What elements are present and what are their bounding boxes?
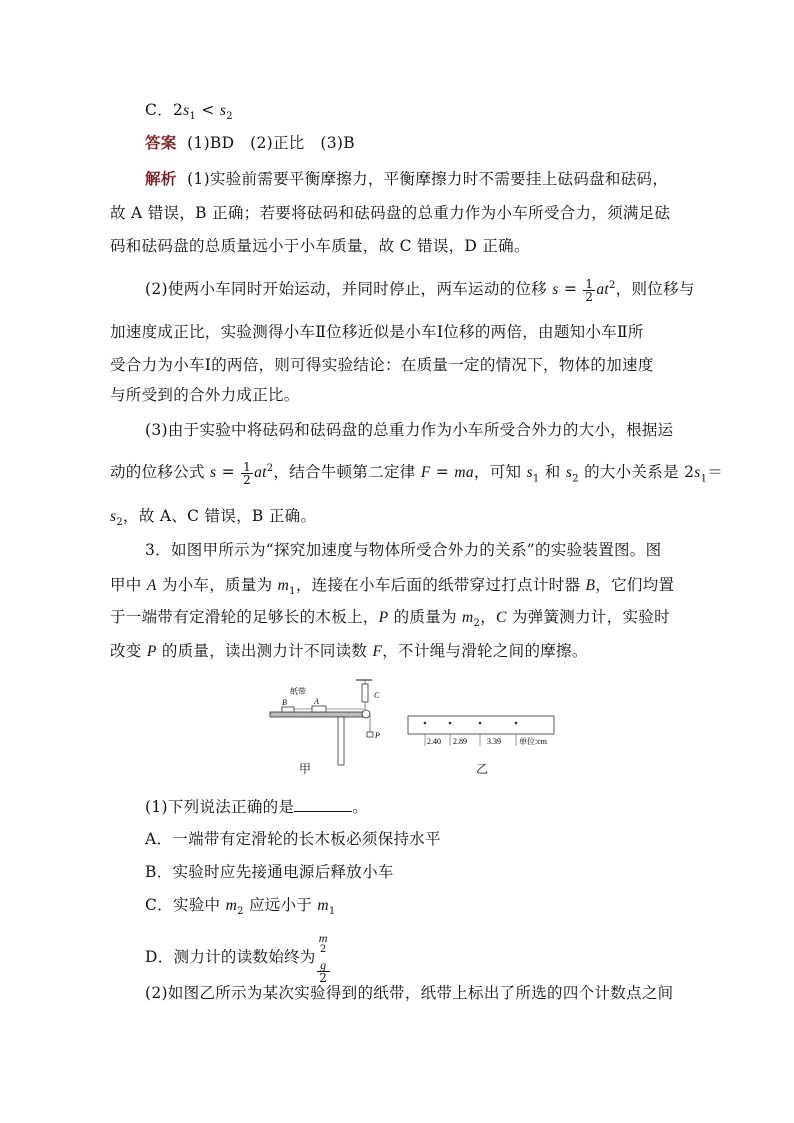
- analysis-p3-line1: (3)由于实验中将砝码和砝码盘的总重力作为小车所受合外力的大小，根据运: [145, 421, 674, 439]
- answer-blank[interactable]: [294, 797, 352, 812]
- svg-text:3.39: 3.39: [487, 737, 501, 746]
- analysis-p3-line3: $s_2$，故 A、C 错误，B 正确。: [110, 507, 317, 529]
- apparatus-figure: [262, 676, 392, 768]
- answer-line: [145, 133, 355, 153]
- figure-caption-left: 甲: [299, 762, 312, 776]
- paper-tape-figure: [405, 710, 557, 750]
- analysis-p2-line3: 受合力为小车Ⅰ的两倍，则可得实验结论：在质量一定的情况下，物体的加速度: [110, 356, 654, 374]
- option-b: B．实验时应先接通电源后释放小车: [145, 863, 394, 881]
- q3-sub1: (1)下列说法正确的是 。: [145, 798, 369, 816]
- q3-line1: 3．如图甲所示为“探究加速度与物体所受合外力的关系”的实验装置图。图: [145, 541, 662, 559]
- option-c: C．实验中 $m_2$ 应远小于 $m_1$: [145, 896, 336, 918]
- svg-text:纸带: 纸带: [290, 687, 306, 696]
- analysis-p2-line2: 加速度成正比，实验测得小车Ⅱ位移近似是小车Ⅰ位移的两倍，由题知小车Ⅱ所: [110, 323, 644, 341]
- svg-text:单位:cm: 单位:cm: [519, 737, 547, 746]
- svg-text:2.40: 2.40: [427, 737, 441, 746]
- svg-text:2.89: 2.89: [453, 737, 467, 746]
- figure-caption-right: 乙: [476, 762, 489, 776]
- q3-line2: 甲中 A 为小车，质量为 $m_1$，连接在小车后面的纸带穿过打点计时器 B，它们均置: [110, 576, 675, 598]
- analysis-label: 解析: [145, 169, 177, 188]
- analysis-p2-line1: (2)使两小车同时开始运动，并同时停止，两车运动的位移 s = $\frac{1}{2}$ $at^2$，则位移与: [145, 276, 695, 304]
- fraction-m2g-over-2: m $^2$ g 2: [318, 931, 328, 985]
- q3-line4: 改变 P 的质量，读出测力计不同读数 F，不计绳与滑轮之间的摩擦。: [110, 642, 588, 660]
- q3-sub2: (2)如图乙所示为某次实验得到的纸带，纸带上标出了所选的四个计数点之间: [145, 984, 674, 1002]
- q3-line3: 于一端带有定滑轮的足够长的木板上，P 的质量为 $m_2$，C 为弹簧测力计，实验时: [110, 608, 670, 630]
- svg-text:C: C: [374, 691, 380, 700]
- svg-text:A: A: [314, 697, 319, 706]
- analysis-p3-line2: 动的位移公式 s = $\frac{1}{2}$ $at^2$，结合牛顿第二定律 F = ma，可知 $s_1$ 和 $s_2$ 的大小关系是 $2s_1=$: [110, 459, 724, 487]
- svg-text:P: P: [375, 731, 380, 740]
- option-d: D．测力计的读数始终为 m $^2$ g 2: [145, 931, 328, 985]
- svg-text:B: B: [282, 698, 287, 707]
- option-c-previous: C．$2s_1 < s_2$: [145, 101, 233, 123]
- fraction-half: $\frac{1}{2}$: [585, 276, 594, 304]
- answer-label: 答案: [145, 133, 177, 152]
- answer-text: (1)BD (2)正比 (3)B: [187, 134, 355, 152]
- analysis-p2-line4: 与所受到的合外力成正比。: [110, 386, 300, 404]
- option-a: A．一端带有定滑轮的长木板必须保持水平: [145, 830, 441, 848]
- analysis-p1-line2: 故 A 错误，B 正确；若要将砝码和砝码盘的总重力作为小车所受合力，须满足砝: [110, 204, 671, 222]
- analysis-p1-line1: 解析 (1)实验前需要平衡摩擦力，平衡摩擦力时不需要挂上砝码盘和砝码，: [145, 169, 669, 188]
- analysis-p1-line3: 码和砝码盘的总质量远小于小车质量，故 C 错误，D 正确。: [110, 237, 530, 255]
